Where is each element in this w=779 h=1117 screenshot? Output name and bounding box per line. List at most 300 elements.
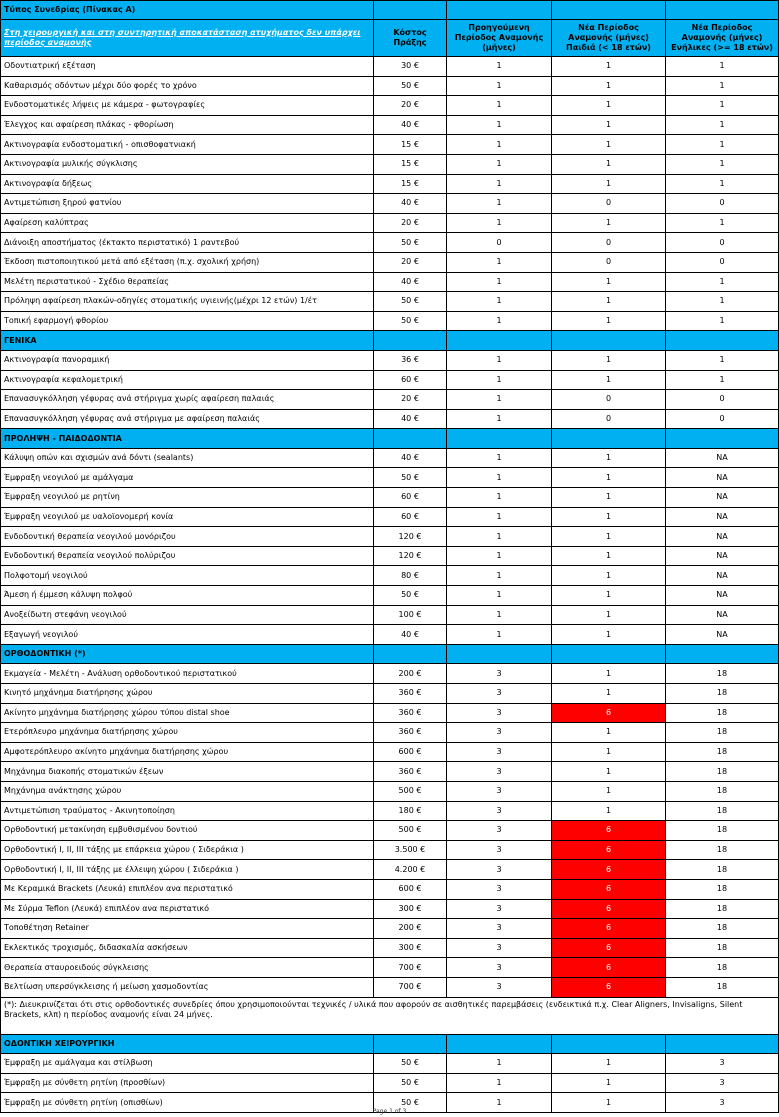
kids-waiting-period: 1 [552, 684, 666, 704]
procedure-name: Έμφραξη νεογιλού με αμάλγαμα [1, 468, 374, 488]
kids-waiting-period: 1 [552, 448, 666, 468]
table-row [1, 781, 779, 801]
table-row [1, 625, 779, 645]
kids-waiting-period: 6 [552, 899, 666, 919]
previous-waiting-period: 3 [447, 821, 552, 841]
procedure-name: Κάλυψη οπών και σχισμών ανά δόντι (sealants) [1, 448, 374, 468]
ortho-footnote: (*): Διευκρινίζεται ότι στις ορθοδοντικές συνεδρίες όπου χρησιμοποιούνται τεχνικές / υλικά που αφορούν σε αισθητικές παρεμβάσεις (ενδεικτικά π.χ. Clear Aligners, Invisaligns, Silent Brackets, κλπ) η περίοδος αναμονής είναι 24 μήνες. [1, 997, 779, 1034]
procedure-cost: 50 € [374, 586, 447, 606]
procedure-name: Ακτινογραφία πανοραμική [1, 350, 374, 370]
procedure-name: Με Σύρμα Teflon (Λευκά) επιπλέον ανα περιστατικό [1, 899, 374, 919]
previous-waiting-period: 1 [447, 409, 552, 429]
previous-waiting-period: 1 [447, 488, 552, 508]
table-row [1, 115, 779, 135]
procedure-cost: 500 € [374, 781, 447, 801]
kids-waiting-period: 1 [552, 311, 666, 331]
kids-waiting-period: 1 [552, 801, 666, 821]
table-row [1, 213, 779, 233]
previous-waiting-period: 1 [447, 96, 552, 116]
adults-waiting-period: NA [666, 448, 779, 468]
procedure-name: Μηχάνημα ανάκτησης χώρου [1, 781, 374, 801]
procedure-cost: 300 € [374, 938, 447, 958]
table-row [1, 664, 779, 684]
table-title-row [1, 1, 779, 20]
previous-waiting-period: 3 [447, 938, 552, 958]
procedure-cost: 200 € [374, 919, 447, 939]
procedure-name: Ανοξείδωτη στεφάνη νεογιλού [1, 605, 374, 625]
procedure-cost: 40 € [374, 272, 447, 292]
procedure-name: Έμφραξη με σύνθετη ρητίνη (προσθίων) [1, 1073, 374, 1093]
procedure-cost: 40 € [374, 115, 447, 135]
procedure-name: Επανασυγκόλληση γέφυρας ανά στήριγμα χωρίς αφαίρεση παλαιάς [1, 390, 374, 410]
adults-waiting-period: 18 [666, 762, 779, 782]
procedure-cost: 15 € [374, 135, 447, 155]
adults-waiting-period: 1 [666, 213, 779, 233]
previous-waiting-period: 1 [447, 1093, 552, 1113]
previous-waiting-period: 1 [447, 546, 552, 566]
adults-waiting-period: 18 [666, 781, 779, 801]
procedure-name: Ενδοδοντική θεραπεία νεογιλού πολύριζου [1, 546, 374, 566]
table-row [1, 527, 779, 547]
table-row [1, 292, 779, 312]
table-row [1, 899, 779, 919]
kids-waiting-period: 1 [552, 1073, 666, 1093]
table-row [1, 154, 779, 174]
adults-waiting-period: 18 [666, 664, 779, 684]
adults-waiting-period: 18 [666, 840, 779, 860]
procedure-name: Εξαγωγή νεογιλού [1, 625, 374, 645]
kids-waiting-period: 1 [552, 174, 666, 194]
procedure-cost: 40 € [374, 448, 447, 468]
procedure-name: Οδοντιατρική εξέταση [1, 57, 374, 77]
table-row [1, 194, 779, 214]
kids-waiting-period: 1 [552, 468, 666, 488]
table-row [1, 801, 779, 821]
procedure-name: Επανασυγκόλληση γέφυρας ανά στήριγμα με αφαίρεση παλαιάς [1, 409, 374, 429]
procedure-cost: 50 € [374, 233, 447, 253]
procedure-cost: 15 € [374, 174, 447, 194]
section-title: ΓΕΝΙΚΑ [1, 331, 374, 351]
table-row [1, 96, 779, 116]
procedure-cost: 4.200 € [374, 860, 447, 880]
adults-waiting-period: 0 [666, 390, 779, 410]
previous-waiting-period: 1 [447, 76, 552, 96]
procedure-name: Καθαρισμός οδόντων μέχρι δύο φορές το χρόνο [1, 76, 374, 96]
procedure-name: Μελέτη περιστατικού - Σχέδιο θεραπείας [1, 272, 374, 292]
adults-waiting-period: 1 [666, 135, 779, 155]
kids-waiting-period: 1 [552, 1054, 666, 1074]
procedure-name: Ακτινογραφία μυλικής σύγκλισης [1, 154, 374, 174]
kids-waiting-period: 6 [552, 703, 666, 723]
previous-waiting-period: 1 [447, 194, 552, 214]
adults-waiting-period: NA [666, 546, 779, 566]
kids-waiting-period: 1 [552, 546, 666, 566]
procedure-name: Πρόληψη αφαίρεση πλακών-οδηγίες στοματικής υγιεινής(μέχρι 12 ετών) 1/έτ [1, 292, 374, 312]
procedure-name: Ετερόπλευρο μηχάνημα διατήρησης χώρου [1, 723, 374, 743]
previous-waiting-period: 1 [447, 468, 552, 488]
previous-waiting-period: 1 [447, 1073, 552, 1093]
table-row [1, 1073, 779, 1093]
kids-waiting-period: 6 [552, 938, 666, 958]
previous-waiting-period: 3 [447, 977, 552, 997]
procedure-cost: 50 € [374, 1073, 447, 1093]
adults-waiting-period: NA [666, 507, 779, 527]
previous-waiting-period: 1 [447, 448, 552, 468]
adults-waiting-period: NA [666, 586, 779, 606]
procedure-cost: 100 € [374, 605, 447, 625]
table-row [1, 135, 779, 155]
procedure-cost: 60 € [374, 507, 447, 527]
adults-waiting-period: 18 [666, 860, 779, 880]
table-row [1, 1054, 779, 1074]
kids-waiting-period: 1 [552, 625, 666, 645]
header-previous-period: Προηγούμενη Περίοδος Αναμονής (μήνες) [447, 20, 552, 57]
previous-waiting-period: 1 [447, 566, 552, 586]
previous-waiting-period: 3 [447, 684, 552, 704]
procedure-name: Έμφραξη με σύνθετη ρητίνη (οπισθίων) [1, 1093, 374, 1113]
procedure-name: Ορθοδοντική μετακίνηση εμβυθισμένου δοντιού [1, 821, 374, 841]
previous-waiting-period: 1 [447, 311, 552, 331]
kids-waiting-period: 1 [552, 742, 666, 762]
table-row [1, 76, 779, 96]
procedure-name: Ακίνητο μηχάνημα διατήρησης χώρου τύπου distal shoe [1, 703, 374, 723]
procedure-name: Αντιμετώπιση τραύματος - Ακινητοποίηση [1, 801, 374, 821]
adults-waiting-period: 18 [666, 723, 779, 743]
section-header-row [1, 644, 779, 664]
table-row [1, 448, 779, 468]
table-row [1, 390, 779, 410]
procedure-cost: 3.500 € [374, 840, 447, 860]
procedure-name: Έλεγχος και αφαίρεση πλάκας - φθορίωση [1, 115, 374, 135]
previous-waiting-period: 3 [447, 958, 552, 978]
procedure-cost: 50 € [374, 468, 447, 488]
procedure-name: Έκδοση πιστοποιητικού μετά από εξέταση (π.χ. σχολική χρήση) [1, 252, 374, 272]
table-title: Τύπος Συνεδρίας (Πίνακας Α) [1, 1, 374, 20]
previous-waiting-period: 1 [447, 115, 552, 135]
procedure-name: Ορθοδοντική I, II, III τάξης με επάρκεια χώρου ( Σιδεράκια ) [1, 840, 374, 860]
previous-waiting-period: 3 [447, 919, 552, 939]
procedure-name: Κινητό μηχάνημα διατήρησης χώρου [1, 684, 374, 704]
section-title: ΟΡΘΟΔΟΝΤΙΚΗ (*) [1, 644, 374, 664]
kids-waiting-period: 1 [552, 507, 666, 527]
previous-waiting-period: 3 [447, 899, 552, 919]
table-row [1, 938, 779, 958]
adults-waiting-period: 0 [666, 233, 779, 253]
procedure-name: Τοπική εφαρμογή φθορίου [1, 311, 374, 331]
kids-waiting-period: 1 [552, 781, 666, 801]
procedure-cost: 36 € [374, 350, 447, 370]
adults-waiting-period: 1 [666, 76, 779, 96]
adults-waiting-period: 18 [666, 958, 779, 978]
previous-waiting-period: 1 [447, 154, 552, 174]
table-row [1, 272, 779, 292]
kids-waiting-period: 6 [552, 977, 666, 997]
procedure-name: Αντιμετώπιση ξηρού φατνίου [1, 194, 374, 214]
procedure-name: Ενδοστοματικές λήψεις με κάμερα - φωτογραφίες [1, 96, 374, 116]
adults-waiting-period: NA [666, 625, 779, 645]
table-row [1, 742, 779, 762]
adults-waiting-period: 18 [666, 879, 779, 899]
procedure-cost: 60 € [374, 370, 447, 390]
procedure-name: Τοποθέτηση Retainer [1, 919, 374, 939]
kids-waiting-period: 1 [552, 292, 666, 312]
previous-waiting-period: 1 [447, 292, 552, 312]
kids-waiting-period: 6 [552, 879, 666, 899]
table-row [1, 860, 779, 880]
previous-waiting-period: 1 [447, 252, 552, 272]
adults-waiting-period: 1 [666, 292, 779, 312]
procedure-cost: 40 € [374, 409, 447, 429]
adults-waiting-period: 18 [666, 977, 779, 997]
adults-waiting-period: 3 [666, 1093, 779, 1113]
procedure-cost: 120 € [374, 527, 447, 547]
procedure-cost: 180 € [374, 801, 447, 821]
adults-waiting-period: 18 [666, 919, 779, 939]
kids-waiting-period: 1 [552, 1093, 666, 1113]
previous-waiting-period: 0 [447, 233, 552, 253]
kids-waiting-period: 0 [552, 252, 666, 272]
page-footer: Page 1 of 3 [372, 1108, 407, 1115]
kids-waiting-period: 1 [552, 135, 666, 155]
kids-waiting-period: 1 [552, 154, 666, 174]
previous-waiting-period: 1 [447, 1054, 552, 1074]
table-row [1, 958, 779, 978]
kids-waiting-period: 6 [552, 860, 666, 880]
procedure-cost: 40 € [374, 194, 447, 214]
procedure-name: Διάνοιξη αποστήματος (έκτακτο περιστατικό) 1 ραντεβού [1, 233, 374, 253]
kids-waiting-period: 1 [552, 213, 666, 233]
adults-waiting-period: NA [666, 488, 779, 508]
procedure-name: Πολφοτομή νεογιλού [1, 566, 374, 586]
adults-waiting-period: 18 [666, 742, 779, 762]
section-header-row [1, 331, 779, 351]
table-row [1, 919, 779, 939]
kids-waiting-period: 1 [552, 350, 666, 370]
previous-waiting-period: 1 [447, 390, 552, 410]
section-title: ΠΡΟΛΗΨΗ - ΠΑΙΔΟΔΟΝΤΙΑ [1, 429, 374, 449]
kids-waiting-period: 1 [552, 76, 666, 96]
procedure-name: Αφαίρεση καλύπτρας [1, 213, 374, 233]
adults-waiting-period: 1 [666, 96, 779, 116]
table-row [1, 350, 779, 370]
kids-waiting-period: 1 [552, 115, 666, 135]
table-row [1, 546, 779, 566]
kids-waiting-period: 1 [552, 605, 666, 625]
table-row [1, 840, 779, 860]
header-adults-period: Νέα Περίοδος Αναμονής (μήνες) Ενήλικες (>= 18 ετών) [666, 20, 779, 57]
procedure-cost: 500 € [374, 821, 447, 841]
adults-waiting-period: 1 [666, 57, 779, 77]
procedure-name: Μηχάνημα διακοπής στοματικών έξεων [1, 762, 374, 782]
procedure-name: Θεραπεία σταυροειδούς σύγκλεισης [1, 958, 374, 978]
previous-waiting-period: 3 [447, 801, 552, 821]
procedure-cost: 20 € [374, 390, 447, 410]
previous-waiting-period: 1 [447, 370, 552, 390]
previous-waiting-period: 3 [447, 664, 552, 684]
previous-waiting-period: 3 [447, 860, 552, 880]
kids-waiting-period: 1 [552, 527, 666, 547]
procedure-cost: 80 € [374, 566, 447, 586]
previous-waiting-period: 1 [447, 272, 552, 292]
previous-waiting-period: 3 [447, 840, 552, 860]
procedure-cost: 50 € [374, 311, 447, 331]
adults-waiting-period: 1 [666, 115, 779, 135]
table-row [1, 57, 779, 77]
table-row [1, 507, 779, 527]
table-row [1, 977, 779, 997]
table-row [1, 723, 779, 743]
adults-waiting-period: 1 [666, 154, 779, 174]
procedure-name: Έμφραξη νεογιλού με υαλοϊονομερή κονία [1, 507, 374, 527]
procedure-cost: 20 € [374, 213, 447, 233]
kids-waiting-period: 1 [552, 723, 666, 743]
procedure-cost: 360 € [374, 723, 447, 743]
adults-waiting-period: 3 [666, 1054, 779, 1074]
procedure-name: Εκμαγεία - Μελέτη - Ανάλυση ορθοδοντικού περιστατικού [1, 664, 374, 684]
procedure-name: Έμφραξη με αμάλγαμα και στίλβωση [1, 1054, 374, 1074]
kids-waiting-period: 0 [552, 409, 666, 429]
procedure-cost: 15 € [374, 154, 447, 174]
table-row [1, 409, 779, 429]
table-row [1, 370, 779, 390]
table-row [1, 174, 779, 194]
adults-waiting-period: 1 [666, 174, 779, 194]
kids-waiting-period: 1 [552, 488, 666, 508]
procedure-cost: 300 € [374, 899, 447, 919]
procedure-cost: 40 € [374, 625, 447, 645]
procedure-name: Ορθοδοντική I, II, III τάξης με έλλειψη χώρου ( Σιδεράκια ) [1, 860, 374, 880]
procedure-cost: 200 € [374, 664, 447, 684]
kids-waiting-period: 6 [552, 958, 666, 978]
procedure-cost: 360 € [374, 762, 447, 782]
adults-waiting-period: 18 [666, 899, 779, 919]
procedure-cost: 30 € [374, 57, 447, 77]
procedure-cost: 360 € [374, 703, 447, 723]
adults-waiting-period: 1 [666, 272, 779, 292]
section-header-row [1, 1034, 779, 1054]
table-row [1, 252, 779, 272]
procedure-name: Ενδοδοντική θεραπεία νεογιλού μονόριζου [1, 527, 374, 547]
adults-waiting-period: NA [666, 566, 779, 586]
kids-waiting-period: 6 [552, 919, 666, 939]
section-header-row [1, 429, 779, 449]
adults-waiting-period: 0 [666, 409, 779, 429]
adults-waiting-period: 18 [666, 703, 779, 723]
adults-waiting-period: 1 [666, 350, 779, 370]
adults-waiting-period: NA [666, 605, 779, 625]
procedure-cost: 700 € [374, 977, 447, 997]
intro-note: Στη χειρουργική και στη συντηρητική αποκατάσταση ατυχήματος δεν υπάρχει περίοδος αναμονής [1, 20, 374, 57]
table-row [1, 311, 779, 331]
previous-waiting-period: 3 [447, 762, 552, 782]
previous-waiting-period: 3 [447, 879, 552, 899]
previous-waiting-period: 1 [447, 625, 552, 645]
table-row [1, 879, 779, 899]
table-row [1, 605, 779, 625]
table-row [1, 684, 779, 704]
procedure-cost: 20 € [374, 252, 447, 272]
previous-waiting-period: 1 [447, 213, 552, 233]
kids-waiting-period: 1 [552, 762, 666, 782]
table-row [1, 233, 779, 253]
procedure-name: Αμφοτερόπλευρο ακίνητο μηχάνημα διατήρησης χώρου [1, 742, 374, 762]
kids-waiting-period: 0 [552, 390, 666, 410]
kids-waiting-period: 1 [552, 370, 666, 390]
previous-waiting-period: 1 [447, 135, 552, 155]
column-header-row [1, 20, 779, 57]
adults-waiting-period: NA [666, 527, 779, 547]
adults-waiting-period: 18 [666, 801, 779, 821]
procedure-name: Εκλεκτικός τροχισμός, διδασκαλία ασκήσεων [1, 938, 374, 958]
kids-waiting-period: 1 [552, 566, 666, 586]
previous-waiting-period: 1 [447, 527, 552, 547]
procedure-cost: 360 € [374, 684, 447, 704]
procedure-cost: 50 € [374, 76, 447, 96]
procedure-cost: 60 € [374, 488, 447, 508]
previous-waiting-period: 1 [447, 57, 552, 77]
procedure-name: Άμεση ή έμμεση κάλυψη πολφού [1, 586, 374, 606]
procedure-name: Ακτινογραφία κεφαλομετρική [1, 370, 374, 390]
table-row [1, 468, 779, 488]
previous-waiting-period: 3 [447, 723, 552, 743]
procedure-cost: 600 € [374, 742, 447, 762]
kids-waiting-period: 6 [552, 840, 666, 860]
kids-waiting-period: 0 [552, 233, 666, 253]
table-row [1, 566, 779, 586]
procedure-cost: 20 € [374, 96, 447, 116]
footnote-row [1, 997, 779, 1034]
previous-waiting-period: 1 [447, 605, 552, 625]
kids-waiting-period: 1 [552, 586, 666, 606]
adults-waiting-period: 18 [666, 938, 779, 958]
adults-waiting-period: 18 [666, 821, 779, 841]
adults-waiting-period: 0 [666, 194, 779, 214]
previous-waiting-period: 1 [447, 507, 552, 527]
kids-waiting-period: 6 [552, 821, 666, 841]
kids-waiting-period: 0 [552, 194, 666, 214]
procedure-cost: 700 € [374, 958, 447, 978]
header-cost: Κόστος Πράξης [374, 20, 447, 57]
kids-waiting-period: 1 [552, 96, 666, 116]
adults-waiting-period: 1 [666, 311, 779, 331]
previous-waiting-period: 3 [447, 742, 552, 762]
table-row [1, 703, 779, 723]
adults-waiting-period: 18 [666, 684, 779, 704]
procedure-name: Ακτινογραφία δήξεως [1, 174, 374, 194]
header-kids-period: Νέα Περίοδος Αναμονής (μήνες) Παιδιά (< 18 ετών) [552, 20, 666, 57]
table-row [1, 821, 779, 841]
kids-waiting-period: 1 [552, 57, 666, 77]
procedure-cost: 50 € [374, 1093, 447, 1113]
procedure-cost: 50 € [374, 1054, 447, 1074]
procedure-cost: 50 € [374, 292, 447, 312]
table-row [1, 488, 779, 508]
kids-waiting-period: 1 [552, 664, 666, 684]
previous-waiting-period: 3 [447, 703, 552, 723]
previous-waiting-period: 1 [447, 174, 552, 194]
adults-waiting-period: 1 [666, 370, 779, 390]
procedure-cost: 120 € [374, 546, 447, 566]
previous-waiting-period: 1 [447, 350, 552, 370]
procedure-name: Με Κεραμικά Brackets (Λευκά) επιπλέον ανα περιστατικό [1, 879, 374, 899]
kids-waiting-period: 1 [552, 272, 666, 292]
adults-waiting-period: NA [666, 468, 779, 488]
previous-waiting-period: 1 [447, 586, 552, 606]
section-title: ΟΔΟΝΤΙΚΗ ΧΕΙΡΟΥΡΓΙΚΗ [1, 1034, 374, 1054]
procedure-name: Ακτινογραφία ενδοστοματική - οπισθοφατνιακή [1, 135, 374, 155]
table-row [1, 586, 779, 606]
previous-waiting-period: 3 [447, 781, 552, 801]
